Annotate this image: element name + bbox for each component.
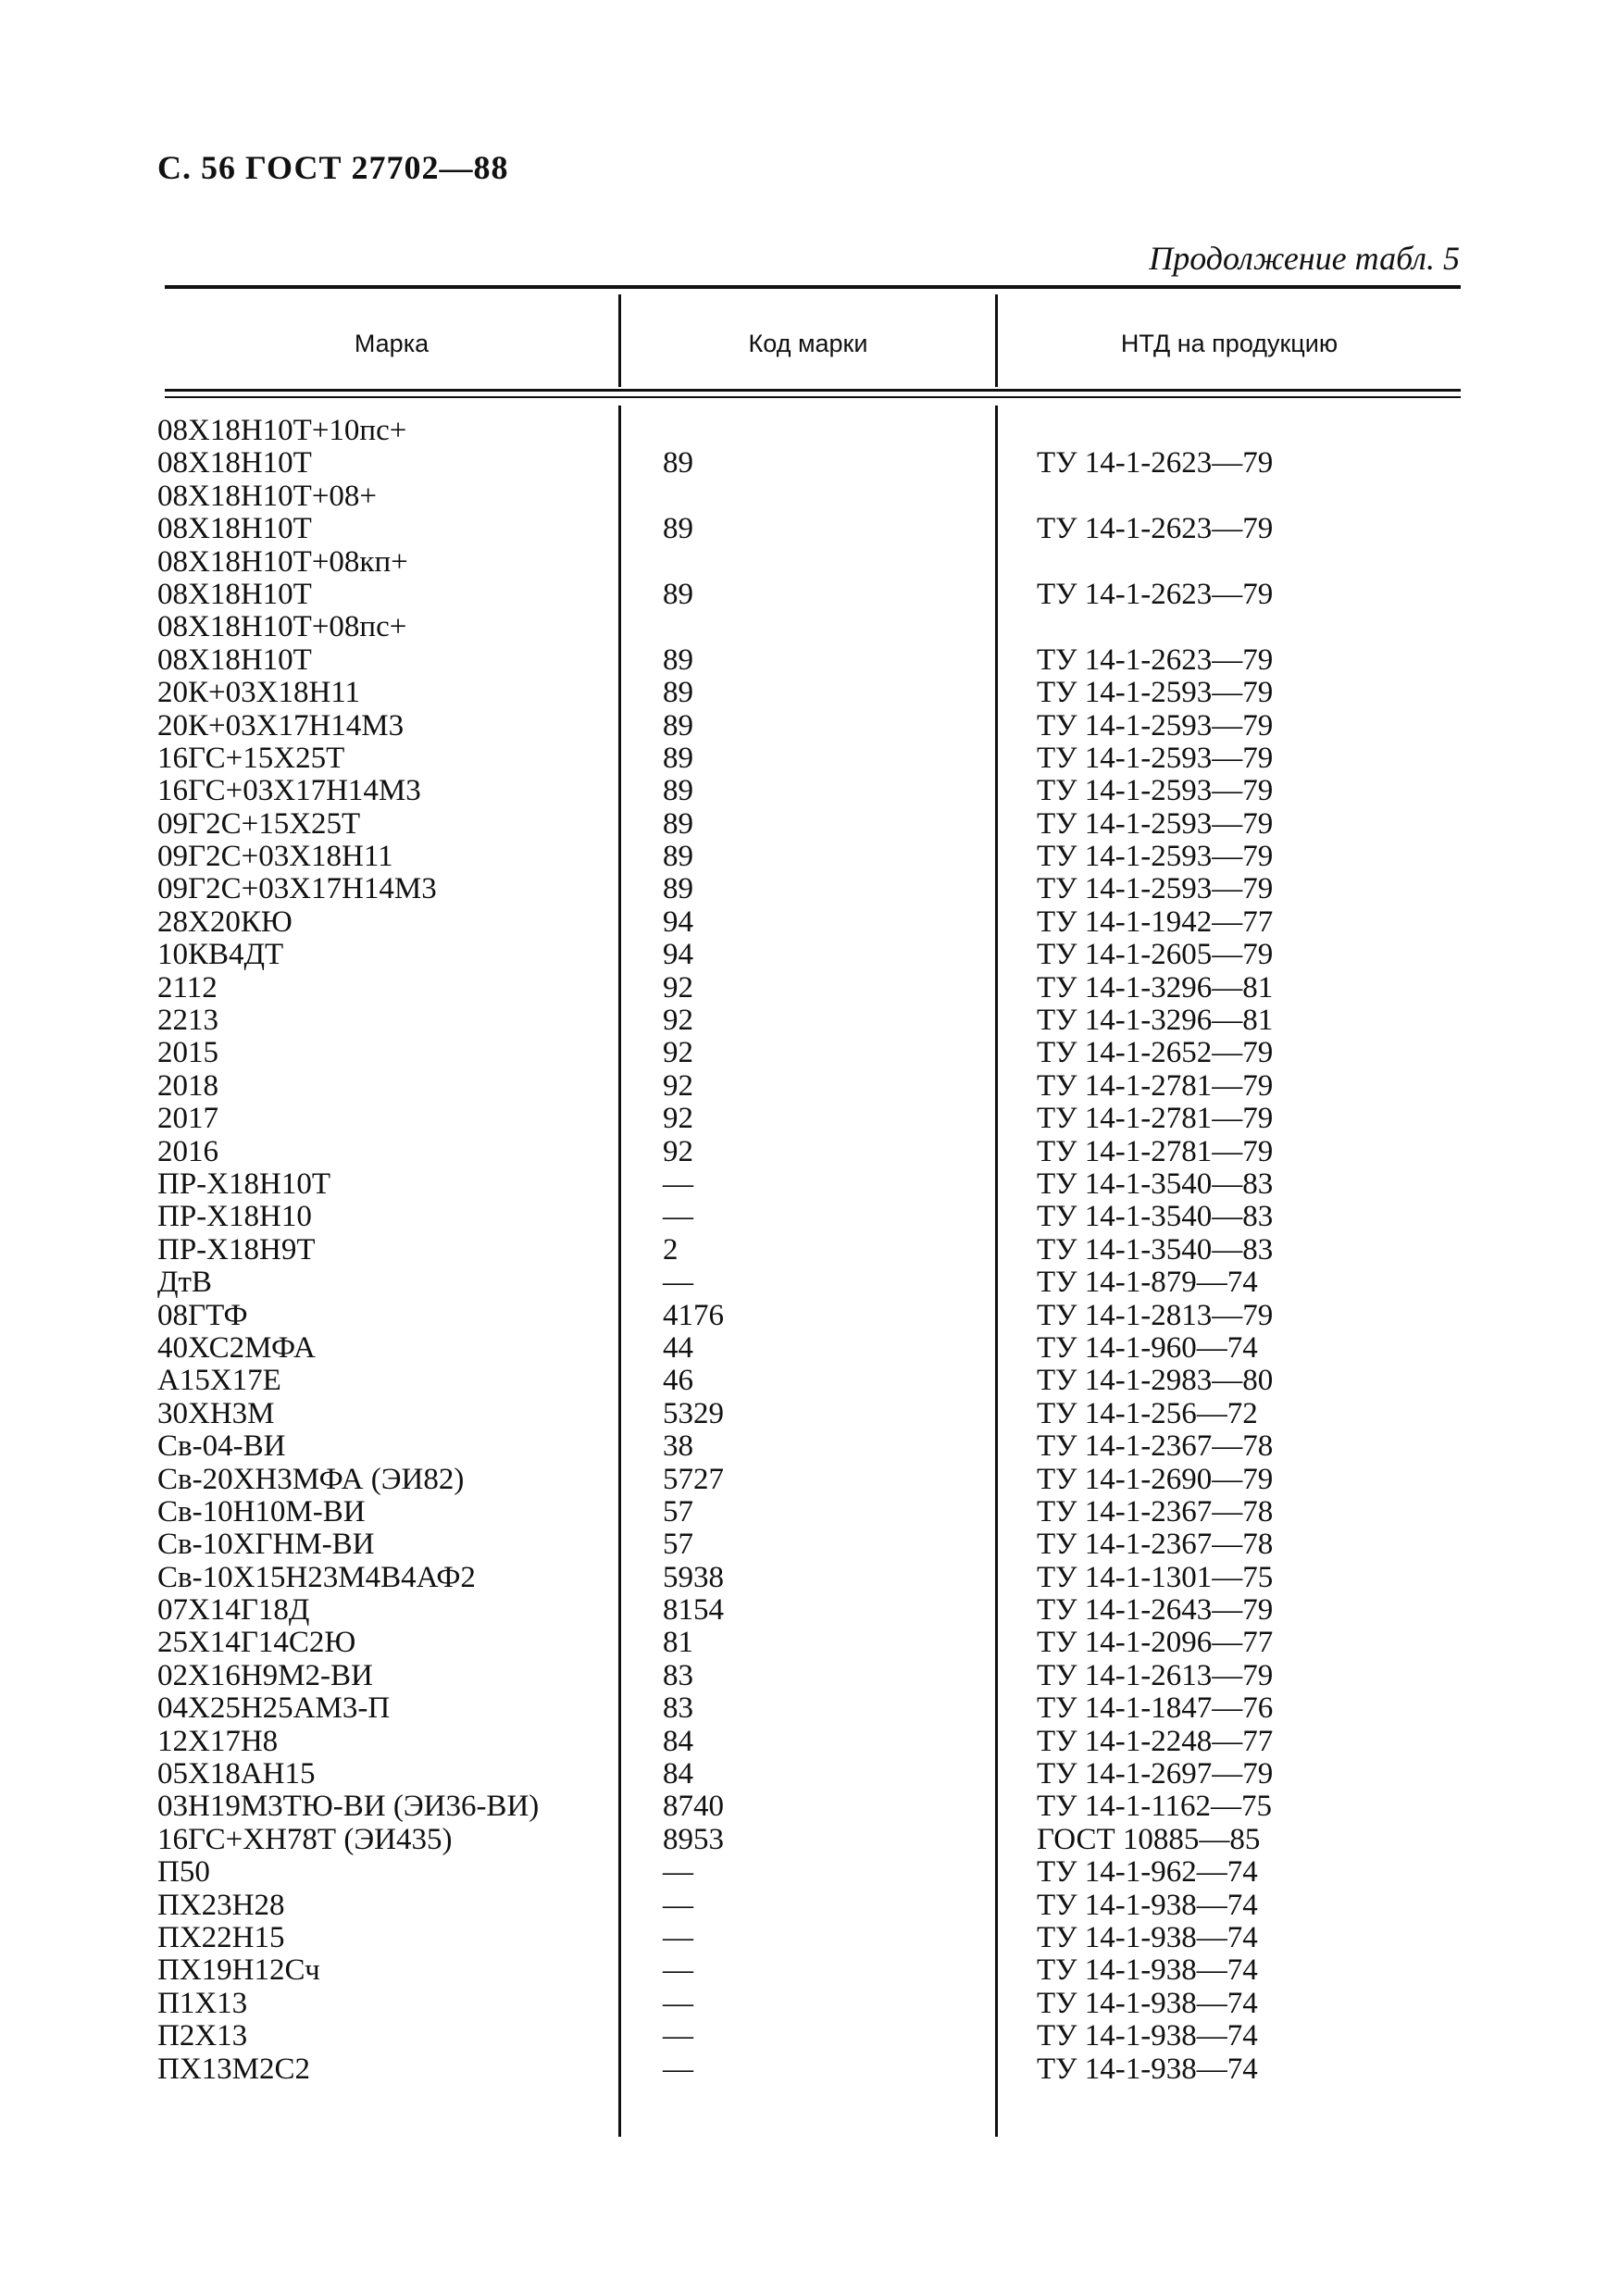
grade-cell: ПХ22Н15 bbox=[157, 1920, 285, 1954]
code-cell: 2 bbox=[663, 1232, 679, 1267]
code-cell: 89 bbox=[663, 708, 693, 742]
grade-cell: 09Г2С+15Х25Т bbox=[157, 806, 361, 841]
ntd-cell: ТУ 14-1-2367—78 bbox=[1037, 1494, 1274, 1529]
grade-cell: 2016 bbox=[157, 1134, 218, 1168]
table-row bbox=[0, 1004, 1619, 1037]
code-cell: 89 bbox=[663, 872, 693, 906]
grade-cell: Св-10ХГНМ-ВИ bbox=[157, 1528, 375, 1562]
table-row bbox=[0, 939, 1619, 971]
ntd-cell: ГОСТ 10885—85 bbox=[1037, 1822, 1261, 1856]
code-cell: 57 bbox=[663, 1528, 693, 1562]
table-row bbox=[0, 677, 1619, 709]
table-row bbox=[0, 546, 1619, 579]
table-row bbox=[0, 1856, 1619, 1889]
ntd-cell: ТУ 14-1-938—74 bbox=[1037, 1953, 1258, 1988]
table-row bbox=[0, 1234, 1619, 1267]
ntd-cell: ТУ 14-1-2593—79 bbox=[1037, 872, 1274, 906]
ntd-cell: ТУ 14-1-938—74 bbox=[1037, 2052, 1258, 2086]
code-cell: 92 bbox=[663, 970, 693, 1004]
table-row bbox=[0, 447, 1619, 480]
code-cell: 5329 bbox=[663, 1396, 724, 1430]
code-cell: 8953 bbox=[663, 1822, 724, 1856]
table-continuation-label: Продолжение табл. 5 bbox=[1149, 240, 1460, 277]
grade-cell: П1Х13 bbox=[157, 1986, 248, 2020]
grade-cell: 02Х16Н9М2-ВИ bbox=[157, 1658, 373, 1692]
table-row bbox=[0, 1954, 1619, 1987]
grade-cell: Св-10Н10М-ВИ bbox=[157, 1494, 366, 1529]
grade-cell: А15Х17Е bbox=[157, 1364, 281, 1398]
code-cell: — bbox=[663, 2052, 693, 2086]
code-cell: 5727 bbox=[663, 1462, 724, 1496]
table-row bbox=[0, 1103, 1619, 1135]
ntd-cell: ТУ 14-1-879—74 bbox=[1037, 1266, 1258, 1300]
code-cell: — bbox=[663, 1888, 693, 1922]
column-header-ntd: НТД на продукцию bbox=[1120, 330, 1339, 357]
ntd-cell: ТУ 14-1-960—74 bbox=[1037, 1330, 1258, 1365]
ntd-cell: ТУ 14-1-2593—79 bbox=[1037, 741, 1274, 775]
code-cell: 83 bbox=[663, 1658, 693, 1692]
table-row bbox=[0, 2053, 1619, 2086]
table-row bbox=[0, 1988, 1619, 2020]
ntd-cell: ТУ 14-1-2983—80 bbox=[1037, 1364, 1274, 1398]
ntd-cell: ТУ 14-1-1942—77 bbox=[1037, 905, 1274, 939]
ntd-cell: ТУ 14-1-2623—79 bbox=[1037, 446, 1274, 480]
code-cell: 89 bbox=[663, 741, 693, 775]
grade-cell: 08Х18Н10Т bbox=[157, 577, 312, 611]
table-row bbox=[0, 742, 1619, 775]
grade-cell: 08Х18Н10Т bbox=[157, 512, 312, 546]
table-top-rule bbox=[165, 285, 1461, 289]
table-row bbox=[0, 1201, 1619, 1233]
ntd-cell: ТУ 14-1-2781—79 bbox=[1037, 1102, 1274, 1136]
ntd-cell: ТУ 14-1-2593—79 bbox=[1037, 676, 1274, 710]
table-row bbox=[0, 1267, 1619, 1299]
grade-cell: 08Х18Н10Т+08кп+ bbox=[157, 544, 408, 579]
table-row bbox=[0, 1922, 1619, 1954]
grade-cell: Св-04-ВИ bbox=[157, 1429, 286, 1464]
table-row bbox=[0, 808, 1619, 841]
grade-cell: 10КВ4ДТ bbox=[157, 938, 284, 972]
code-cell: 89 bbox=[663, 840, 693, 874]
table-row bbox=[0, 1890, 1619, 1922]
ntd-cell: ТУ 14-1-2593—79 bbox=[1037, 708, 1274, 742]
grade-cell: 08Х18Н10Т+10пс+ bbox=[157, 414, 407, 447]
grade-cell: 16ГС+03Х17Н14М3 bbox=[157, 774, 421, 808]
grade-cell: 08Х18Н10Т+08+ bbox=[157, 479, 378, 513]
grade-cell: П50 bbox=[157, 1855, 210, 1890]
grade-cell: ДтВ bbox=[157, 1266, 212, 1300]
table-row bbox=[0, 415, 1619, 447]
table-row bbox=[0, 1758, 1619, 1791]
code-cell: — bbox=[663, 1953, 693, 1988]
code-cell: 8154 bbox=[663, 1593, 724, 1628]
ntd-cell: ТУ 14-1-2690—79 bbox=[1037, 1462, 1274, 1496]
table-row bbox=[0, 906, 1619, 939]
code-cell: 89 bbox=[663, 512, 693, 546]
code-cell: 92 bbox=[663, 1134, 693, 1168]
grade-cell: 08ГТФ bbox=[157, 1298, 248, 1332]
ntd-cell: ТУ 14-1-2593—79 bbox=[1037, 774, 1274, 808]
code-cell: — bbox=[663, 1855, 693, 1890]
code-cell: 4176 bbox=[663, 1298, 724, 1332]
ntd-cell: ТУ 14-1-2781—79 bbox=[1037, 1068, 1274, 1103]
code-cell: — bbox=[663, 1167, 693, 1201]
ntd-cell: ТУ 14-1-2367—78 bbox=[1037, 1528, 1274, 1562]
grade-cell: 03Н19М3ТЮ-ВИ (ЭИ36-ВИ) bbox=[157, 1790, 540, 1824]
code-cell: 46 bbox=[663, 1364, 693, 1398]
code-cell: 84 bbox=[663, 1724, 693, 1758]
table-row bbox=[0, 1692, 1619, 1725]
grade-cell: 2213 bbox=[157, 1004, 218, 1038]
code-cell: 38 bbox=[663, 1429, 693, 1464]
table-row bbox=[0, 710, 1619, 742]
table-row bbox=[0, 1430, 1619, 1463]
grade-cell: 09Г2С+03Х18Н11 bbox=[157, 840, 393, 874]
code-cell: 89 bbox=[663, 577, 693, 611]
ntd-cell: ТУ 14-1-2593—79 bbox=[1037, 806, 1274, 841]
code-cell: — bbox=[663, 1920, 693, 1954]
table-body bbox=[0, 415, 1619, 2086]
grade-cell: ПР-Х18Н10 bbox=[157, 1200, 312, 1234]
ntd-cell: ТУ 14-1-3540—83 bbox=[1037, 1167, 1274, 1201]
ntd-cell: ТУ 14-1-3540—83 bbox=[1037, 1200, 1274, 1234]
ntd-cell: ТУ 14-1-3296—81 bbox=[1037, 1004, 1274, 1038]
table-row bbox=[0, 1496, 1619, 1529]
code-cell: 81 bbox=[663, 1626, 693, 1660]
ntd-cell: ТУ 14-1-2623—79 bbox=[1037, 512, 1274, 546]
grade-cell: Св-10Х15Н23М4В4АФ2 bbox=[157, 1560, 476, 1594]
grade-cell: ПХ13М2С2 bbox=[157, 2052, 311, 2086]
ntd-cell: ТУ 14-1-938—74 bbox=[1037, 1888, 1258, 1922]
table-row bbox=[0, 1365, 1619, 1397]
table-row bbox=[0, 1070, 1619, 1103]
table-row bbox=[0, 873, 1619, 905]
ntd-cell: ТУ 14-1-938—74 bbox=[1037, 2019, 1258, 2053]
grade-cell: 08Х18Н10Т bbox=[157, 643, 312, 677]
code-cell: 89 bbox=[663, 774, 693, 808]
code-cell: 89 bbox=[663, 806, 693, 841]
code-cell: 8740 bbox=[663, 1790, 724, 1824]
grade-cell: 25Х14Г14С2Ю bbox=[157, 1626, 356, 1660]
ntd-cell: ТУ 14-1-2096—77 bbox=[1037, 1626, 1274, 1660]
grade-cell: 20К+03Х17Н14М3 bbox=[157, 708, 405, 742]
code-cell: 57 bbox=[663, 1494, 693, 1529]
ntd-cell: ТУ 14-1-2605—79 bbox=[1037, 938, 1274, 972]
grade-cell: Св-20ХН3МФА (ЭИ82) bbox=[157, 1462, 465, 1496]
code-cell: — bbox=[663, 1266, 693, 1300]
grade-cell: 08Х18Н10Т bbox=[157, 446, 312, 480]
ntd-cell: ТУ 14-1-2781—79 bbox=[1037, 1134, 1274, 1168]
code-cell: 89 bbox=[663, 676, 693, 710]
ntd-cell: ТУ 14-1-256—72 bbox=[1037, 1396, 1258, 1430]
code-cell: 92 bbox=[663, 1004, 693, 1038]
table-row bbox=[0, 2020, 1619, 2053]
ntd-cell: ТУ 14-1-2613—79 bbox=[1037, 1658, 1274, 1692]
ntd-cell: ТУ 14-1-2652—79 bbox=[1037, 1036, 1274, 1070]
code-cell: 89 bbox=[663, 446, 693, 480]
code-cell: — bbox=[663, 2019, 693, 2053]
header-rule bbox=[165, 396, 1461, 398]
ntd-cell: ТУ 14-1-3296—81 bbox=[1037, 970, 1274, 1004]
table-row bbox=[0, 1332, 1619, 1365]
ntd-cell: ТУ 14-1-2248—77 bbox=[1037, 1724, 1274, 1758]
table-row bbox=[0, 513, 1619, 545]
column-header-grade: Марка bbox=[354, 330, 430, 357]
table-row bbox=[0, 1300, 1619, 1332]
table-row bbox=[0, 1824, 1619, 1856]
table-row bbox=[0, 1398, 1619, 1430]
code-cell: 83 bbox=[663, 1691, 693, 1726]
grade-cell: 40ХС2МФА bbox=[157, 1330, 316, 1365]
grade-cell: 08Х18Н10Т+08пс+ bbox=[157, 610, 407, 644]
code-cell: 92 bbox=[663, 1102, 693, 1136]
ntd-cell: ТУ 14-1-938—74 bbox=[1037, 1986, 1258, 2020]
table-row bbox=[0, 1168, 1619, 1201]
grade-cell: 05Х18АН15 bbox=[157, 1757, 316, 1791]
grade-cell: 12Х17Н8 bbox=[157, 1724, 279, 1758]
table-row bbox=[0, 480, 1619, 513]
table-row bbox=[0, 1562, 1619, 1594]
ntd-cell: ТУ 14-1-1301—75 bbox=[1037, 1560, 1274, 1594]
ntd-cell: ТУ 14-1-2593—79 bbox=[1037, 840, 1274, 874]
code-cell: 92 bbox=[663, 1068, 693, 1103]
table-row bbox=[0, 775, 1619, 807]
grade-cell: 07Х14Г18Д bbox=[157, 1593, 310, 1628]
table-row bbox=[0, 1726, 1619, 1758]
header-rule bbox=[165, 389, 1461, 392]
code-cell: 84 bbox=[663, 1757, 693, 1791]
ntd-cell: ТУ 14-1-1847—76 bbox=[1037, 1691, 1274, 1726]
ntd-cell: ТУ 14-1-962—74 bbox=[1037, 1855, 1258, 1890]
grade-cell: ПР-Х18Н10Т bbox=[157, 1167, 330, 1201]
grade-cell: 2018 bbox=[157, 1068, 218, 1103]
grade-cell: 2112 bbox=[157, 970, 218, 1004]
grade-cell: 04Х25Н25АМ3-П bbox=[157, 1691, 391, 1726]
code-cell: — bbox=[663, 1986, 693, 2020]
ntd-cell: ТУ 14-1-3540—83 bbox=[1037, 1232, 1274, 1267]
grade-cell: 16ГС+15Х25Т bbox=[157, 741, 345, 775]
ntd-cell: ТУ 14-1-2643—79 bbox=[1037, 1593, 1274, 1628]
ntd-cell: ТУ 14-1-1162—75 bbox=[1037, 1790, 1273, 1824]
ntd-cell: ТУ 14-1-2367—78 bbox=[1037, 1429, 1274, 1464]
table-row bbox=[0, 1791, 1619, 1823]
grade-cell: 09Г2С+03Х17Н14М3 bbox=[157, 872, 437, 906]
table-row bbox=[0, 1136, 1619, 1168]
grade-cell: 28Х20КЮ bbox=[157, 905, 293, 939]
table-row bbox=[0, 972, 1619, 1004]
code-cell: 92 bbox=[663, 1036, 693, 1070]
grade-cell: ПХ23Н28 bbox=[157, 1888, 285, 1922]
ntd-cell: ТУ 14-1-2623—79 bbox=[1037, 643, 1274, 677]
column-header-code: Код марки bbox=[748, 330, 868, 357]
code-cell: 5938 bbox=[663, 1560, 724, 1594]
grade-cell: 30ХН3М bbox=[157, 1396, 275, 1430]
ntd-cell: ТУ 14-1-938—74 bbox=[1037, 1920, 1258, 1954]
table-row bbox=[0, 611, 1619, 643]
grade-cell: 2015 bbox=[157, 1036, 218, 1070]
grade-cell: ПХ19Н12Сч bbox=[157, 1953, 320, 1988]
table-row bbox=[0, 1627, 1619, 1659]
table-row bbox=[0, 841, 1619, 873]
code-cell: 94 bbox=[663, 905, 693, 939]
table-row bbox=[0, 1594, 1619, 1627]
grade-cell: ПР-Х18Н9Т bbox=[157, 1232, 316, 1267]
code-cell: 94 bbox=[663, 938, 693, 972]
code-cell: 44 bbox=[663, 1330, 693, 1365]
table-row bbox=[0, 644, 1619, 677]
grade-cell: П2Х13 bbox=[157, 2019, 248, 2053]
table-row bbox=[0, 1529, 1619, 1561]
code-cell: 89 bbox=[663, 643, 693, 677]
ntd-cell: ТУ 14-1-2623—79 bbox=[1037, 577, 1274, 611]
page-title: С. 56 ГОСТ 27702—88 bbox=[157, 149, 509, 186]
ntd-cell: ТУ 14-1-2697—79 bbox=[1037, 1757, 1274, 1791]
ntd-cell: ТУ 14-1-2813—79 bbox=[1037, 1298, 1274, 1332]
table-row bbox=[0, 1660, 1619, 1692]
grade-cell: 20К+03Х18Н11 bbox=[157, 676, 361, 710]
grade-cell: 16ГС+ХН78Т (ЭИ435) bbox=[157, 1822, 453, 1856]
code-cell: — bbox=[663, 1200, 693, 1234]
table-row bbox=[0, 579, 1619, 611]
table-row bbox=[0, 1464, 1619, 1496]
table-row bbox=[0, 1037, 1619, 1069]
grade-cell: 2017 bbox=[157, 1102, 218, 1136]
